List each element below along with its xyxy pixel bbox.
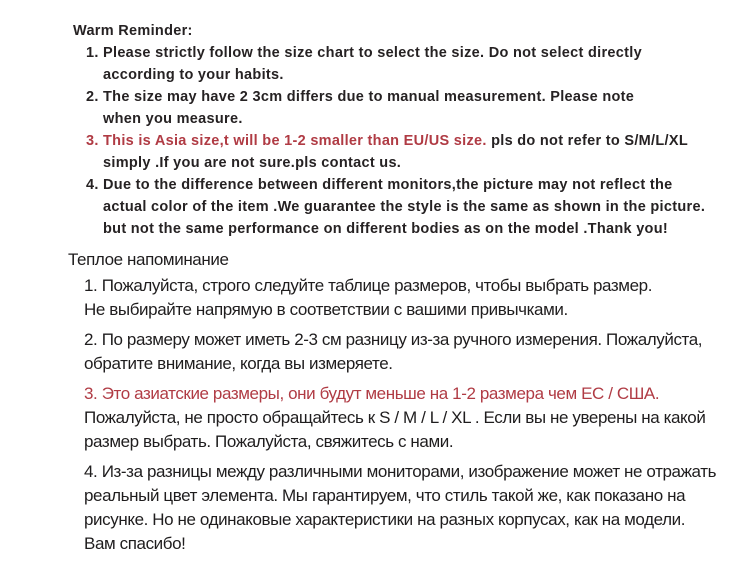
reminder-line: simply .If you are not sure.pls contact us. xyxy=(103,155,402,171)
reminder-line: but not the same performance on different bodies as on the model .Thank you! xyxy=(103,221,668,237)
reminder-line: рисунке. Но не одинаковые характеристики на разных корпусах, как на модели. xyxy=(84,510,686,529)
english-item-3 xyxy=(0,130,750,174)
reminder-line: 2. The size may have 2 3cm differs due to manual measurement. Please note xyxy=(86,89,635,105)
russian-reminder-section xyxy=(0,248,750,556)
reminder-line: Не выбирайте напрямую в соответствии с вашими привычками. xyxy=(84,300,568,319)
english-item-4 xyxy=(0,174,750,240)
russian-item-3 xyxy=(0,382,750,454)
english-reminder-section xyxy=(0,20,750,240)
reminder-line: 4. Due to the difference between different monitors,the picture may not reflect the xyxy=(86,177,673,193)
reminder-line: 1. Пожалуйста, строго следуйте таблице размеров, чтобы выбрать размер. xyxy=(84,276,653,295)
reminder-line: Вам спасибо! xyxy=(84,534,186,553)
reminder-line: 4. Из-за разницы между различными мониторами, изображение может не отражать xyxy=(84,462,717,481)
english-heading: Warm Reminder: xyxy=(73,23,193,39)
reminder-line-highlighted xyxy=(86,130,750,152)
asia-size-warning-red-text: 3. Это азиатские размеры, они будут меньше на 1-2 размера чем ЕС / США. xyxy=(84,384,660,403)
asia-size-warning-red-text: 3. This is Asia size,t will be 1-2 smaller than EU/US size. xyxy=(86,133,487,149)
russian-item-2 xyxy=(0,328,750,376)
reminder-line: when you measure. xyxy=(103,111,243,127)
reminder-line: размер выбрать. Пожалуйста, свяжитесь с нами. xyxy=(84,432,454,451)
reminder-line: обратите внимание, когда вы измеряете. xyxy=(84,354,393,373)
russian-item-4 xyxy=(0,460,750,556)
reminder-line-black-text: pls do not refer to S/M/L/XL xyxy=(486,133,688,149)
warm-reminder-notice xyxy=(0,20,750,576)
reminder-line: Пожалуйста, не просто обращайтесь к S / M / L / XL . Если вы не уверены на какой xyxy=(84,408,706,427)
english-item-2 xyxy=(0,86,750,130)
reminder-line: actual color of the item .We guarantee the style is the same as shown in the picture. xyxy=(103,199,706,215)
russian-heading: Теплое напоминание xyxy=(68,250,229,269)
reminder-line: 1. Please strictly follow the size chart to select the size. Do not select directly xyxy=(86,45,642,61)
reminder-line: 2. По размеру может иметь 2-3 см разницу из-за ручного измерения. Пожалуйста, xyxy=(84,330,703,349)
reminder-line: according to your habits. xyxy=(103,67,284,83)
english-item-1 xyxy=(0,42,750,86)
russian-item-1 xyxy=(0,274,750,322)
reminder-line: реальный цвет элемента. Мы гарантируем, что стиль такой же, как показано на xyxy=(84,486,686,505)
